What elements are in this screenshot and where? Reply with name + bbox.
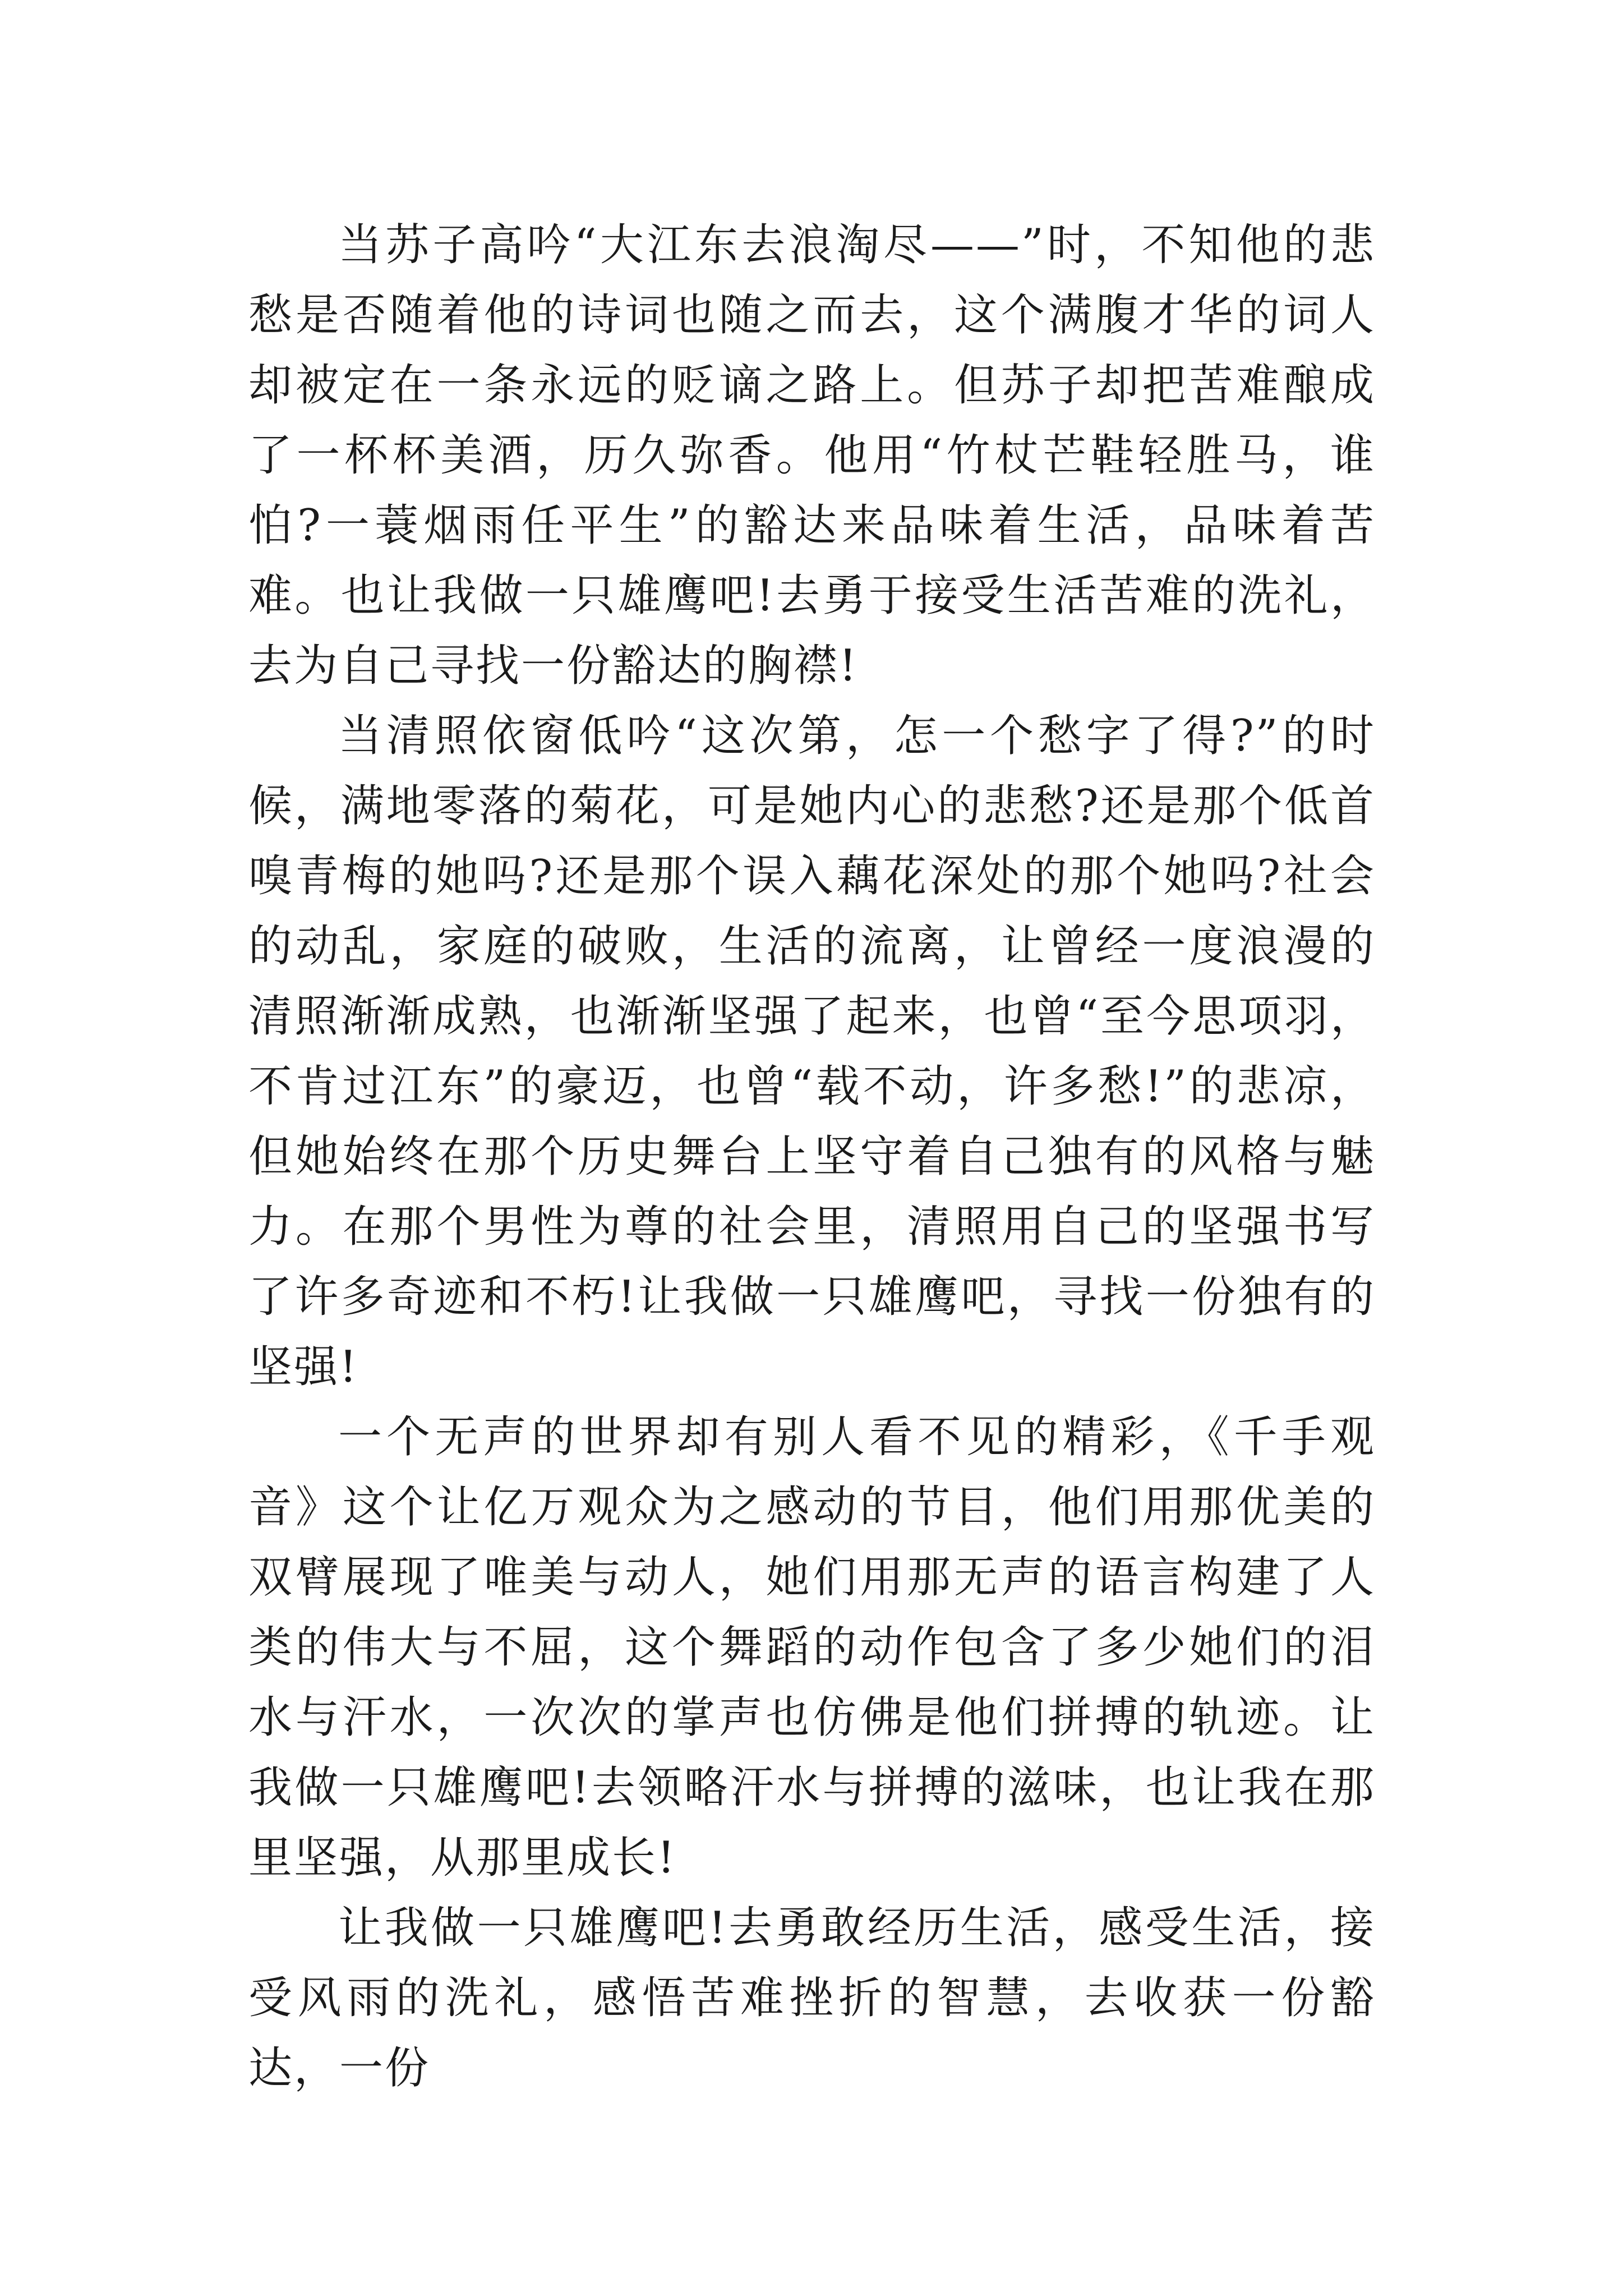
essay-body — [248, 210, 1376, 2104]
paragraph-conclusion: 让我做一只雄鹰吧!去勇敢经历生活，感受生活，接受风雨的洗礼，感悟苦难挫折的智慧，去收获一份豁达，一份 — [248, 1903, 1376, 2093]
paragraph-thousand-hand-guanyin: 一个无声的世界却有别人看不见的精彩，《千手观音》这个让亿万观众为之感动的节目，他们用那优美的双臂展现了唯美与动人，她们用那无声的语言构建了人类的伟大与不屈，这个舞蹈的动作包含了多少她们的泪水与汗水，一次次的掌声也仿佛是他们拼搏的轨迹。让我做一只雄鹰吧!去领略汗水与拼搏的滋味，也让我在那里坚强，从那里成长! — [248, 1412, 1376, 1883]
paragraph-li-qingzhao: 当清照依窗低吟“这次第，怎一个愁字了得?”的时候，满地零落的菊花，可是她内心的悲愁?还是那个低首嗅青梅的她吗?还是那个误入藕花深处的那个她吗?社会的动乱，家庭的破败，生活的流离，让曾经一度浪漫的清照渐渐成熟，也渐渐坚强了起来，也曾“至今思项羽，不肯过江东”的豪迈，也曾“载不动，许多愁!”的悲凉，但她始终在那个历史舞台上坚守着自己独有的风格与魅力。在那个男性为尊的社会里，清照用自己的坚强书写了许多奇迹和不朽!让我做一只雄鹰吧，寻找一份独有的坚强! — [248, 711, 1376, 1392]
paragraph-su-shi: 当苏子高吟“大江东去浪淘尽——”时，不知他的悲愁是否随着他的诗词也随之而去，这个满腹才华的词人却被定在一条永远的贬谪之路上。但苏子却把苦难酿成了一杯杯美酒，历久弥香。他用“竹杖芒鞋轻胜马，谁怕?一蓑烟雨任平生”的豁达来品味着生活，品味着苦难。也让我做一只雄鹰吧!去勇于接受生活苦难的洗礼，去为自己寻找一份豁达的胸襟! — [248, 220, 1376, 691]
